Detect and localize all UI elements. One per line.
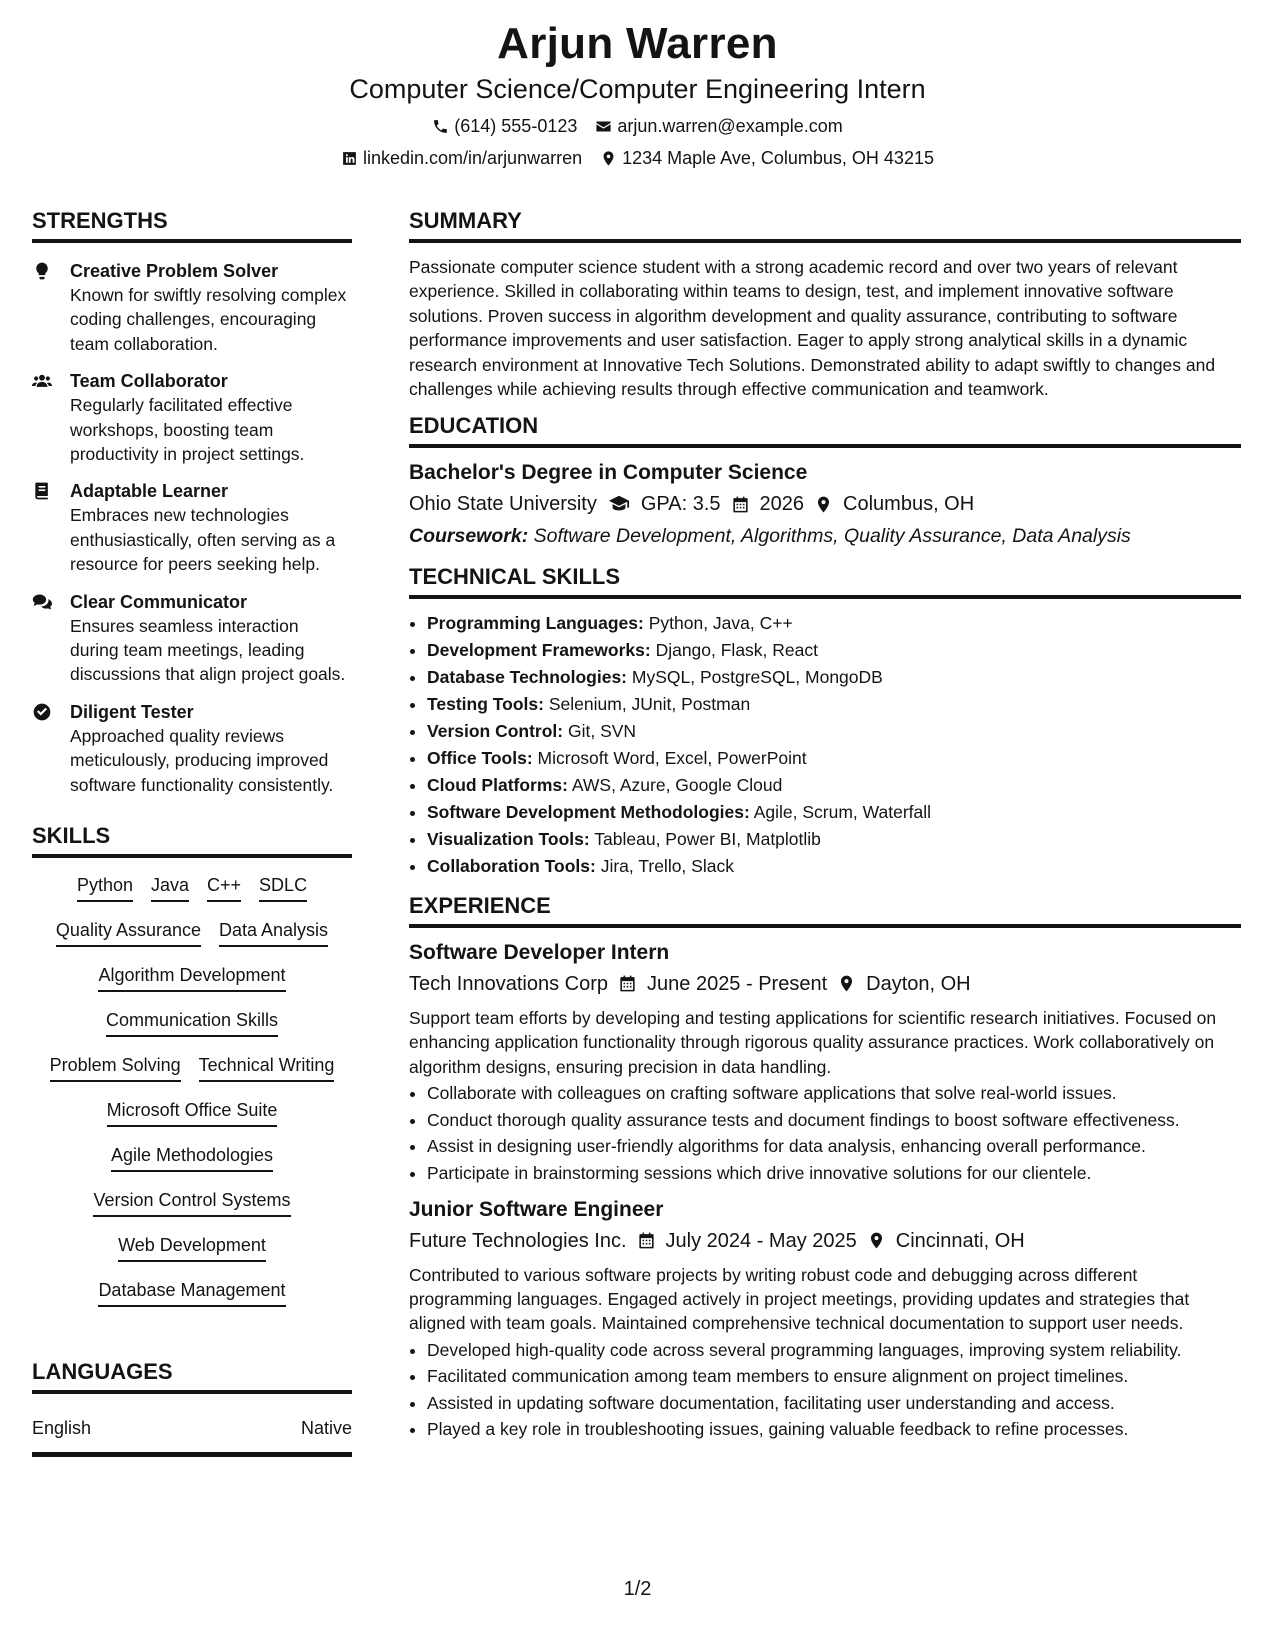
linkedin-text[interactable]: linkedin.com/in/arjunwarren [363,148,583,168]
list-item: • Testing Tools: Selenium, JUnit, Postman [427,692,1241,717]
list-item: • Programming Languages: Python, Java, C++ [427,611,1241,636]
list-item: • Played a key role in troubleshooting issues, gaining valuable feedback to refine processes. [427,1417,1241,1441]
education-heading: EDUCATION [409,413,1241,448]
candidate-title: Computer Science/Computer Engineering Intern [349,74,926,104]
technical-skills-list [409,611,1241,878]
comments-icon [32,592,52,612]
calendar-icon [731,495,750,514]
book-icon [32,481,52,501]
job-location: Dayton, OH [866,972,971,995]
phone-text: (614) 555-0123 [454,116,578,136]
skill-tag: Data Analysis [219,918,328,947]
graduation-cap-icon [607,493,631,515]
list-item: • Facilitated communication among team members to ensure alignment on project timelines. [427,1364,1241,1388]
job-bullets [409,1081,1241,1185]
strength-title: Clear Communicator [70,591,248,612]
coursework-line [409,522,1241,550]
job-dates: July 2024 - May 2025 [665,1229,857,1252]
strength-desc: Ensures seamless interaction during team meetings, leading discussions that align project goals. [70,615,346,685]
job-bullets [409,1338,1241,1442]
strength-desc: Embraces new technologies enthusiastically, often serving as a resource for peers seeking help. [70,505,336,575]
skill-tag: Database Management [98,1278,285,1307]
email-contact[interactable] [595,115,842,137]
list-item: • Assisted in updating software documentation, facilitating user understanding and access. [427,1391,1241,1415]
gpa-text: GPA: 3.5 [640,493,721,516]
list-item: • Database Technologies: MySQL, PostgreSQL, MongoDB [427,665,1241,690]
skill-tag: Python [77,873,133,902]
envelope-icon [595,118,612,135]
skills-list [32,873,352,1323]
list-item: • Developed high-quality code across several programming languages, improving system reliability. [427,1338,1241,1362]
left-column [32,208,352,1457]
skills-heading: SKILLS [32,823,352,858]
job-description: Contributed to various software projects by writing robust code and debugging across different programming languages. Engaged actively in project meetings, providing updates and strategies that aligned with team goals. Maintained comprehensive technical documentation to support user needs. [409,1264,1190,1334]
list-item: • Software Development Methodologies: Agile, Scrum, Waterfall [427,800,1241,825]
strengths-heading: STRENGTHS [32,208,352,243]
skill-tag: Algorithm Development [98,963,285,992]
skill-tag: Microsoft Office Suite [107,1098,278,1127]
company-name: Future Technologies Inc. [409,1229,627,1252]
skill-tag: Version Control Systems [93,1188,290,1217]
skill-tag: Java [151,873,189,902]
map-marker-icon [837,974,856,993]
summary-heading: SUMMARY [409,208,1241,243]
strength-desc: Known for swiftly resolving complex coding challenges, encouraging team collaboration. [70,285,347,354]
list-item: • Collaborate with colleagues on crafting software applications that solve real-world issues. [427,1081,1241,1105]
language-row [32,1410,352,1457]
summary-text: Passionate computer science student with a strong academic record and over two years of relevant experience. Skilled in collaborating within teams to design, test, and implement innovative software solutions. Proven success in algorithm development and quality assurance, contributing to software performance improvements and user satisfaction. Eager to apply strong analytical skills in a dynamic research environment at Innovative Tech Solutions. Demonstrated ability to adapt swiftly to changes and challenges while achieving results through effective communication and teamwork. [409,257,1216,400]
strength-item [32,369,352,466]
strength-item [32,479,352,576]
list-item: • Collaboration Tools: Jira, Trello, Slack [427,854,1241,879]
strength-desc: Regularly facilitated effective workshops, boosting team productivity in project settings. [70,395,305,465]
map-marker-icon [867,1231,886,1250]
experience-entry [409,940,1241,1185]
coursework-label: Coursework: [409,525,529,548]
right-column [409,208,1241,1453]
school-location: Columbus, OH [843,493,975,516]
skill-tag: SDLC [259,873,307,902]
linkedin-icon [341,150,358,167]
strength-title: Creative Problem Solver [70,261,279,281]
candidate-name: Arjun Warren [497,19,778,68]
skill-tag: Technical Writing [199,1053,335,1082]
languages-heading: LANGUAGES [32,1359,352,1394]
email-text[interactable]: arjun.warren@example.com [617,116,843,136]
language-level: Native [300,1418,352,1439]
degree-title: Bachelor's Degree in Computer Science [409,461,808,485]
strength-desc: Approached quality reviews meticulously, producing improved software functionality consistently. [70,725,334,795]
skill-tag: Quality Assurance [56,918,201,947]
job-title: Software Developer Intern [409,940,670,964]
lightbulb-icon [32,261,52,281]
language-name: English [32,1418,92,1439]
graduation-year: 2026 [759,493,805,516]
list-item: • Development Frameworks: Django, Flask, React [427,638,1241,663]
users-icon [32,371,52,391]
skill-tag: C++ [207,873,241,902]
coursework-list: Software Development, Algorithms, Quality Assurance, Data Analysis [533,525,1131,548]
experience-entry [409,1197,1241,1442]
resume-header [0,18,1275,169]
phone-contact [432,115,577,137]
skill-tag: Agile Methodologies [111,1143,273,1172]
list-item: • Office Tools: Microsoft Word, Excel, PowerPoint [427,746,1241,771]
contact-row-2 [0,147,1275,169]
address-text: 1234 Maple Ave, Columbus, OH 43215 [622,148,934,168]
job-title: Junior Software Engineer [409,1197,664,1221]
skill-tag: Problem Solving [50,1053,181,1082]
job-meta [409,1227,1241,1255]
map-marker-icon [600,150,617,167]
strengths-list [32,259,352,797]
phone-icon [432,118,449,135]
address-contact [600,147,934,169]
job-dates: June 2025 - Present [647,972,828,995]
strength-title: Diligent Tester [70,701,194,722]
list-item: • Version Control: Git, SVN [427,719,1241,744]
job-meta [409,970,1241,998]
calendar-icon [618,974,637,993]
list-item: • Visualization Tools: Tableau, Power BI, Matplotlib [427,827,1241,852]
job-location: Cincinnati, OH [895,1229,1025,1252]
list-item: • Participate in brainstorming sessions which drive innovative solutions for our clientele. [427,1161,1241,1185]
strength-item [32,700,352,797]
page-number: 1/2 [623,1578,652,1600]
list-item: • Cloud Platforms: AWS, Azure, Google Cloud [427,773,1241,798]
check-circle-icon [32,702,52,722]
education-meta [409,490,1241,518]
list-item: • Assist in designing user-friendly algorithms for data analysis, enhancing overall performance. [427,1134,1241,1158]
skill-tag: Web Development [118,1233,266,1262]
calendar-icon [637,1231,656,1250]
skill-tag: Communication Skills [106,1008,278,1037]
linkedin-contact[interactable] [341,147,582,169]
strength-title: Adaptable Learner [70,481,229,502]
technical-skills-heading: TECHNICAL SKILLS [409,564,1241,599]
company-name: Tech Innovations Corp [409,972,609,995]
contact-row-1 [0,115,1275,137]
list-item: • Conduct thorough quality assurance tests and document findings to boost software effectiveness. [427,1108,1241,1132]
experience-heading: EXPERIENCE [409,893,1241,928]
job-description: Support team efforts by developing and testing applications for scientific research initiatives. Focused on enhancing application functionality through rigorous quality assurance practices. Work collaboratively on algorithm designs, ensuring precision in data handling. [409,1007,1217,1077]
strength-item [32,590,352,687]
strength-item [32,259,352,356]
strength-title: Team Collaborator [70,371,228,392]
map-marker-icon [814,495,833,514]
school-name: Ohio State University [409,493,597,516]
